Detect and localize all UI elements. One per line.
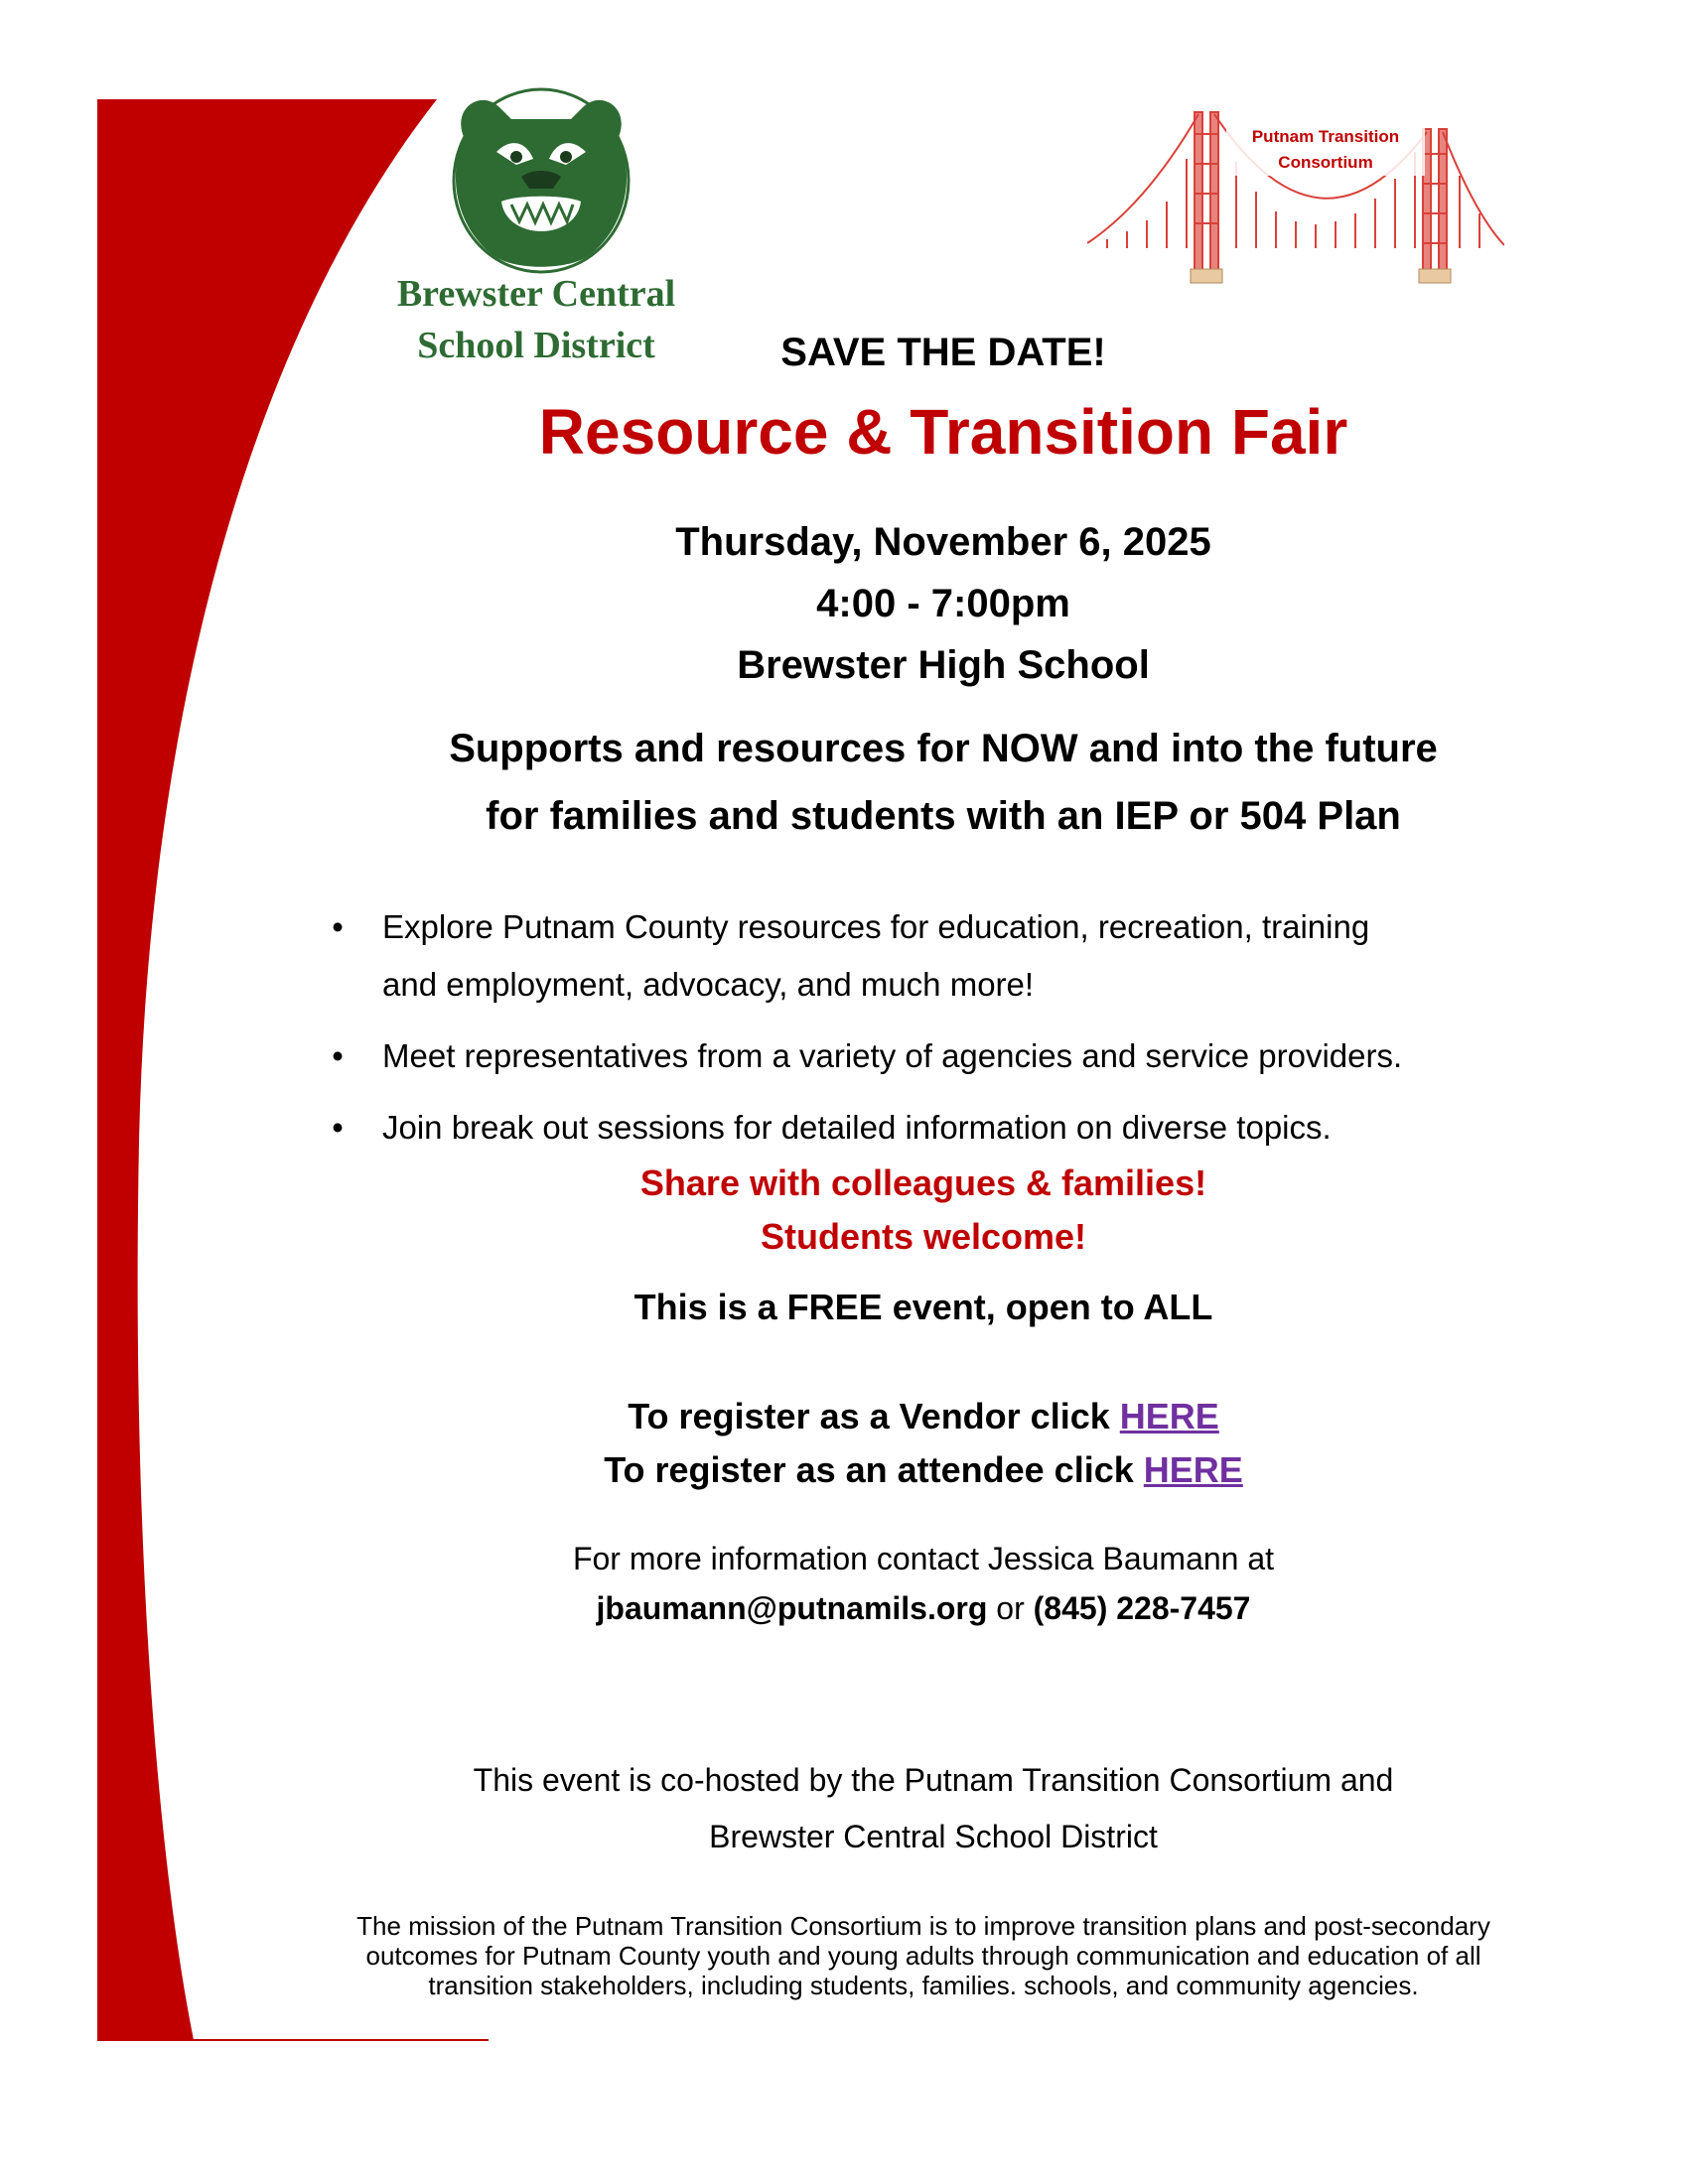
bullet-text: Explore Putnam County resources for education, recreation, training and employment, advocacy, and much more! bbox=[382, 908, 1370, 1003]
vendor-register-link[interactable]: HERE bbox=[1119, 1396, 1219, 1436]
register-attendee-text: To register as an attendee click bbox=[604, 1449, 1144, 1490]
brewster-logo bbox=[442, 77, 640, 276]
bullet-dot: • bbox=[332, 908, 344, 945]
cohost-line1: This event is co-hosted by the Putnam Transition Consortium and bbox=[473, 1762, 1394, 1798]
mission-statement bbox=[238, 1911, 1609, 2000]
cohost-block bbox=[328, 1752, 1539, 1865]
brewster-name-line2: School District bbox=[417, 325, 655, 366]
subtitle-line1: Supports and resources for NOW and into the future bbox=[449, 727, 1438, 770]
mission-line3: transition stakeholders, including students, families. schools, and community agencies. bbox=[428, 1971, 1419, 2000]
registration-block bbox=[427, 1390, 1420, 1497]
share-line: Share with colleagues & families! bbox=[639, 1162, 1207, 1203]
event-date: Thursday, November 6, 2025 bbox=[675, 520, 1211, 564]
mission-line2: outcomes for Putnam County youth and young adults through communication and education of all bbox=[365, 1941, 1481, 1971]
register-vendor-text: To register as a Vendor click bbox=[628, 1396, 1120, 1436]
subtitle-line2: for families and students with an IEP or 504 Plan bbox=[486, 794, 1401, 838]
brewster-name-line1: Brewster Central bbox=[396, 273, 676, 315]
save-the-date: SAVE THE DATE! bbox=[780, 331, 1106, 374]
bear-head-icon bbox=[442, 77, 640, 276]
list-item bbox=[328, 1027, 1519, 1085]
bullet-dot: • bbox=[332, 1109, 344, 1146]
contact-email[interactable]: jbaumann@putnamils.org bbox=[596, 1590, 988, 1626]
contact-details bbox=[427, 1583, 1420, 1633]
brewster-district-name bbox=[367, 268, 705, 371]
students-line: Students welcome! bbox=[760, 1216, 1087, 1257]
bullet-dot: • bbox=[332, 1037, 344, 1074]
consortium-name-line2: Consortium bbox=[1278, 153, 1373, 172]
event-location: Brewster High School bbox=[737, 643, 1150, 687]
mission-line1: The mission of the Putnam Transition Consortium is to improve transition plans and post-secondary bbox=[356, 1911, 1490, 1941]
free-event-line: This is a FREE event, open to ALL bbox=[633, 1287, 1213, 1327]
event-subtitle bbox=[328, 715, 1559, 850]
event-time: 4:00 - 7:00pm bbox=[816, 582, 1070, 625]
bullet-list bbox=[328, 898, 1519, 1170]
consortium-name-line1: Putnam Transition bbox=[1251, 127, 1400, 146]
event-details bbox=[496, 511, 1390, 696]
register-vendor-line bbox=[427, 1390, 1420, 1443]
cohost-line2: Brewster Central School District bbox=[709, 1819, 1158, 1854]
contact-or: or bbox=[987, 1590, 1034, 1626]
bullet-text: Meet representatives from a variety of agencies and service providers. bbox=[382, 1037, 1403, 1074]
register-attendee-line bbox=[427, 1443, 1420, 1497]
list-item bbox=[328, 898, 1504, 1014]
bullet-text: Join break out sessions for detailed information on diverse topics. bbox=[382, 1109, 1332, 1146]
list-item bbox=[328, 1099, 1519, 1157]
contact-line: For more information contact Jessica Baumann at bbox=[572, 1541, 1275, 1576]
share-callout bbox=[477, 1157, 1370, 1264]
contact-phone: (845) 228-7457 bbox=[1033, 1590, 1251, 1626]
consortium-logo bbox=[1087, 104, 1504, 293]
contact-block bbox=[427, 1534, 1420, 1633]
consortium-name bbox=[1226, 124, 1425, 176]
event-title: Resource & Transition Fair bbox=[538, 396, 1348, 468]
attendee-register-link[interactable]: HERE bbox=[1143, 1449, 1243, 1490]
